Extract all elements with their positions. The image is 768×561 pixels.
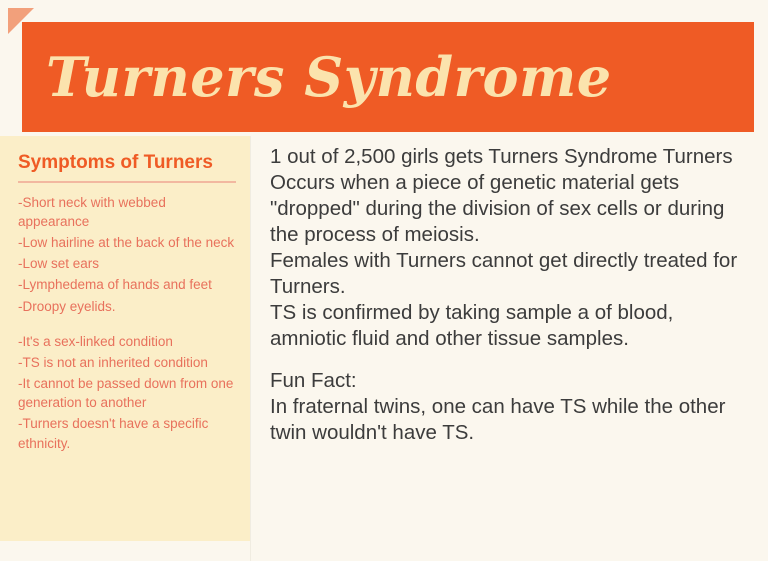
list-item: -It cannot be passed down from one generation to another xyxy=(18,376,234,411)
sidebar-title: Symptoms of Turners xyxy=(18,152,213,173)
paragraph-overview: 1 out of 2,500 girls gets Turners Syndrome Turners Occurs when a piece of genetic material gets "dropped" during the division of sex cells or during the process of meiosis. xyxy=(270,145,733,247)
paragraph-treatment: Females with Turners cannot get directly treated for Turners. xyxy=(270,249,738,299)
header-bar xyxy=(22,22,754,132)
page-title: Turners Syndrome xyxy=(46,45,612,109)
poster-header xyxy=(0,0,768,140)
list-item: -Low set ears xyxy=(18,256,100,272)
list-item: -Turners doesn't have a specific ethnicity. xyxy=(18,416,209,451)
list-item: -Short neck with webbed appearance xyxy=(18,194,166,229)
list-item: -TS is not an inherited condition xyxy=(18,354,208,370)
list-item: -Droopy eyelids. xyxy=(18,298,116,314)
symptoms-list xyxy=(18,193,236,316)
fun-fact-label: Fun Fact: xyxy=(270,369,357,393)
poster-body xyxy=(0,136,768,561)
list-item: -Low hairline at the back of the neck xyxy=(18,235,235,251)
main-content xyxy=(250,136,768,456)
list-item: -Lymphedema of hands and feet xyxy=(18,277,212,293)
symptoms-sidebar xyxy=(0,136,250,541)
paragraph-diagnosis: TS is confirmed by taking sample a of blood, amniotic fluid and other tissue samples. xyxy=(270,301,674,351)
paragraph-spacer xyxy=(270,352,754,368)
list-item: -It's a sex-linked condition xyxy=(18,333,173,349)
fun-fact-text: In fraternal twins, one can have TS while the other twin wouldn't have TS. xyxy=(270,395,726,445)
facts-list xyxy=(18,332,236,453)
sidebar-divider xyxy=(18,181,236,183)
list-group-spacer xyxy=(18,318,236,332)
